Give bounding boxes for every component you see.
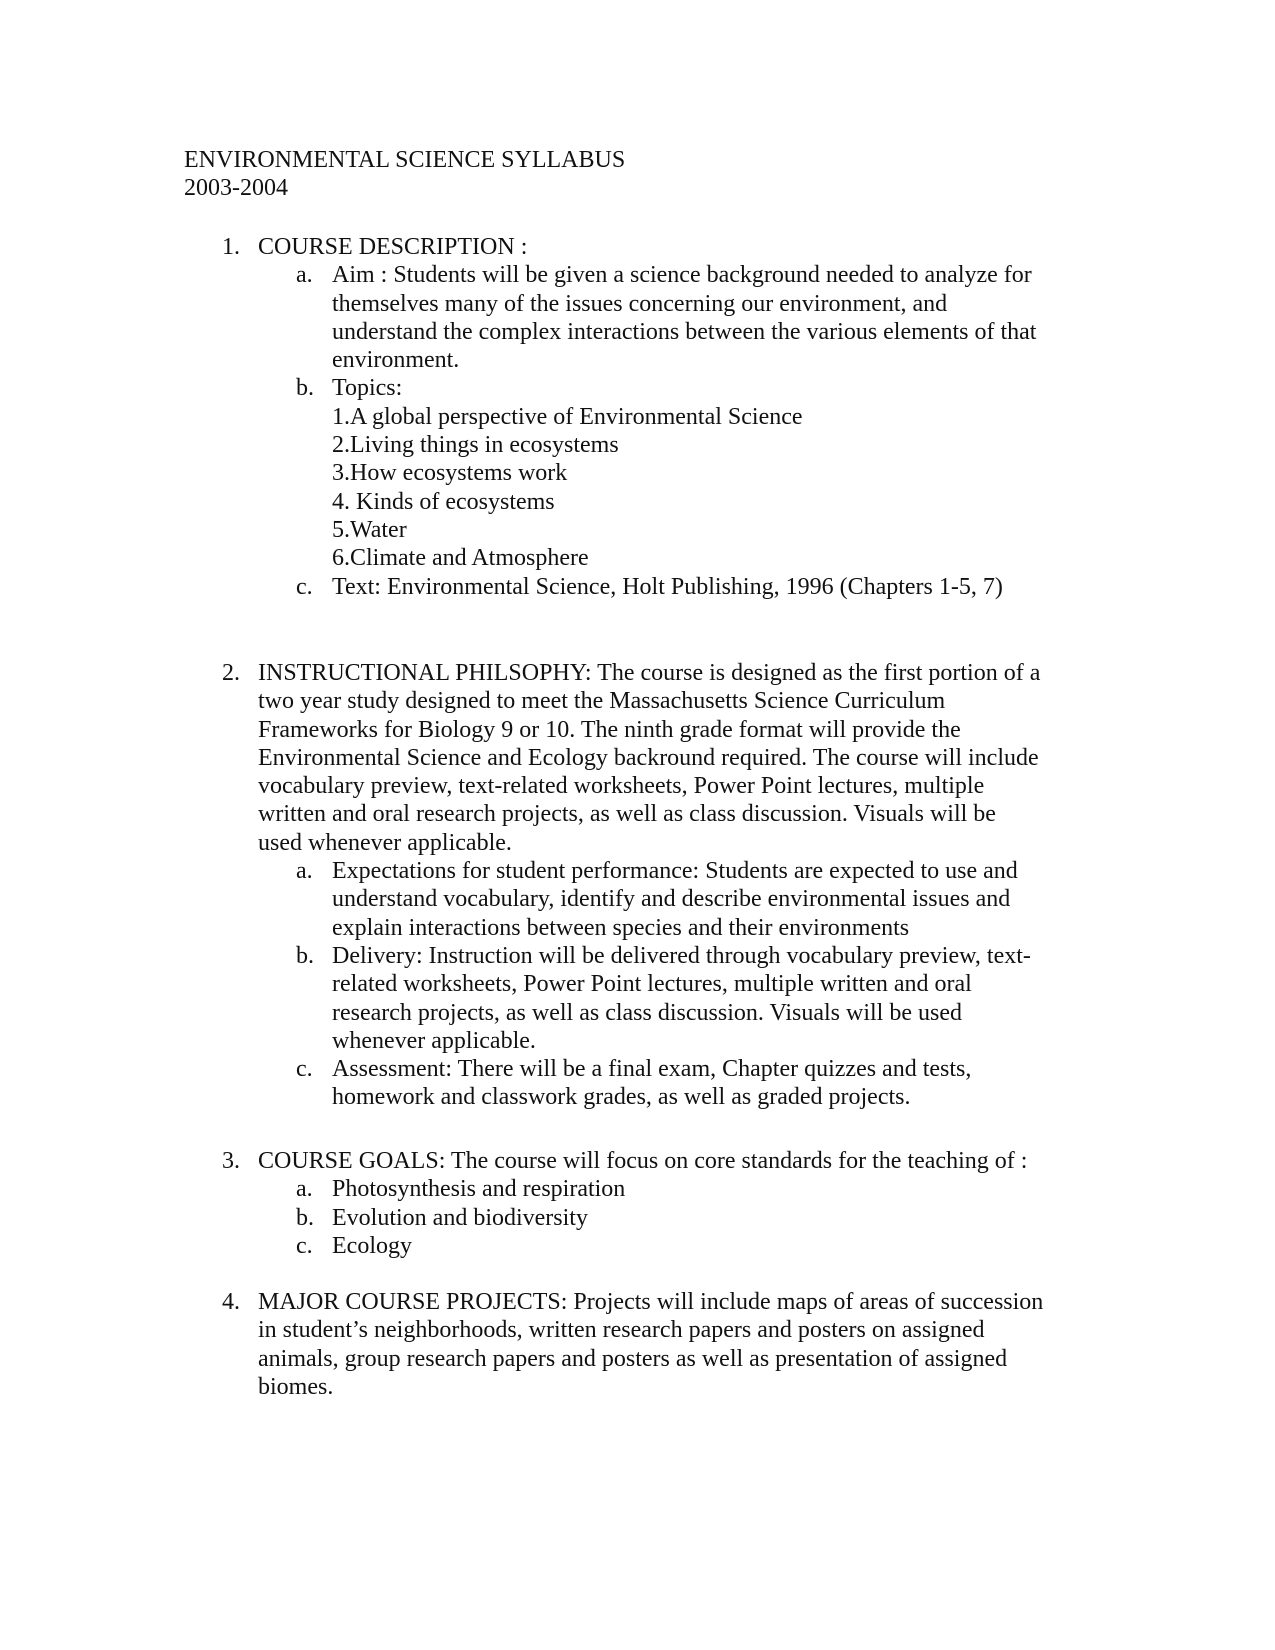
- goal-item: [296, 1232, 1082, 1260]
- text-line: homework and classwork grades, as well as graded projects.: [332, 1084, 911, 1111]
- topic-item: 2.Living things in ecosystems: [332, 432, 619, 459]
- section-course-goals: [222, 1147, 1082, 1260]
- section-number: 2.: [222, 660, 240, 686]
- text-line: Frameworks for Biology 9 or 10. The ninth grade format will provide the: [258, 716, 961, 743]
- topic-item: 1.A global perspective of Environmental Science: [332, 403, 803, 430]
- section-instructional-philosophy: [222, 659, 1082, 1112]
- text-line: explain interactions between species and their environments: [332, 914, 910, 941]
- text-line: environment.: [332, 347, 460, 374]
- section-number: 3.: [222, 1148, 240, 1174]
- text-line: animals, group research papers and posters as well as presentation of assigned: [258, 1345, 1008, 1372]
- goal-item: [296, 1175, 1082, 1203]
- subsection-letter: a.: [296, 1176, 313, 1203]
- text-line: Evolution and biodiversity: [332, 1204, 588, 1231]
- text-line: Expectations for student performance: Students are expected to use and: [332, 858, 1018, 885]
- subsection-topics: [296, 374, 1082, 572]
- subsection-letter: a.: [296, 262, 313, 289]
- subsection-letter: c.: [296, 1056, 313, 1083]
- text-line: Aim : Students will be given a science background needed to analyze for: [332, 262, 1032, 289]
- subsection-letter: c.: [296, 1232, 313, 1259]
- text-line: whenever applicable.: [332, 1027, 536, 1054]
- subsection-delivery: [296, 942, 1082, 1055]
- text-line: Assessment: There will be a final exam, Chapter quizzes and tests,: [332, 1056, 972, 1083]
- subsection-letter: a.: [296, 858, 313, 885]
- text-line: Delivery: Instruction will be delivered through vocabulary preview, text-: [332, 942, 1031, 969]
- document-year: 2003-2004: [184, 175, 288, 202]
- section-heading: COURSE DESCRIPTION :: [258, 234, 528, 260]
- text-line: used whenever applicable.: [258, 829, 512, 856]
- text-line: Environmental Science and Ecology backround required. The course will include: [258, 744, 1039, 771]
- document-title: ENVIRONMENTAL SCIENCE SYLLABUS: [184, 147, 626, 173]
- text-line: vocabulary preview, text-related worksheets, Power Point lectures, multiple: [258, 773, 985, 800]
- subsection-assessment: [296, 1055, 1082, 1112]
- text-line: written and oral research projects, as well as class discussion. Visuals will be: [258, 801, 996, 828]
- subsection-aim: [296, 261, 1082, 374]
- text-line: biomes.: [258, 1373, 334, 1400]
- text-line: understand the complex interactions between the various elements of that: [332, 318, 1037, 345]
- topic-item: 5.Water: [332, 516, 407, 543]
- text-line: Photosynthesis and respiration: [332, 1176, 626, 1203]
- section-number: 1.: [222, 234, 240, 260]
- text-line: themselves many of the issues concerning our environment, and: [332, 290, 948, 317]
- topic-item: 4. Kinds of ecosystems: [332, 488, 555, 515]
- text-line: understand vocabulary, identify and describe environmental issues and: [332, 886, 1011, 913]
- text-line: COURSE GOALS: The course will focus on core standards for the teaching of :: [258, 1148, 1028, 1174]
- text-line: MAJOR COURSE PROJECTS: Projects will include maps of areas of succession: [258, 1289, 1044, 1315]
- text-line: related worksheets, Power Point lectures, multiple written and oral: [332, 971, 972, 998]
- text-line: Ecology: [332, 1232, 412, 1259]
- goal-item: [296, 1204, 1082, 1232]
- subsection-letter: b.: [296, 375, 314, 402]
- document-header: [184, 146, 1084, 203]
- subsection-text: [296, 573, 1082, 601]
- text-line: two year study designed to meet the Massachusetts Science Curriculum: [258, 688, 946, 715]
- subsection-letter: b.: [296, 942, 314, 969]
- text-line: research projects, as well as class discussion. Visuals will be used: [332, 999, 962, 1026]
- text-line: Text: Environmental Science, Holt Publishing, 1996 (Chapters 1-5, 7): [332, 573, 1003, 600]
- section-course-description: [222, 233, 1082, 601]
- section-major-projects: [222, 1288, 1082, 1401]
- text-line: INSTRUCTIONAL PHILSOPHY: The course is designed as the first portion of a: [258, 660, 1041, 686]
- subsection-expectations: [296, 857, 1082, 942]
- text-line: in student’s neighborhoods, written research papers and posters on assigned: [258, 1317, 985, 1344]
- subsection-letter: b.: [296, 1204, 314, 1231]
- section-number: 4.: [222, 1289, 240, 1315]
- subsection-letter: c.: [296, 573, 313, 600]
- topic-item: 6.Climate and Atmosphere: [332, 545, 589, 572]
- topics-label: Topics:: [332, 375, 403, 402]
- topic-item: 3.How ecosystems work: [332, 460, 568, 487]
